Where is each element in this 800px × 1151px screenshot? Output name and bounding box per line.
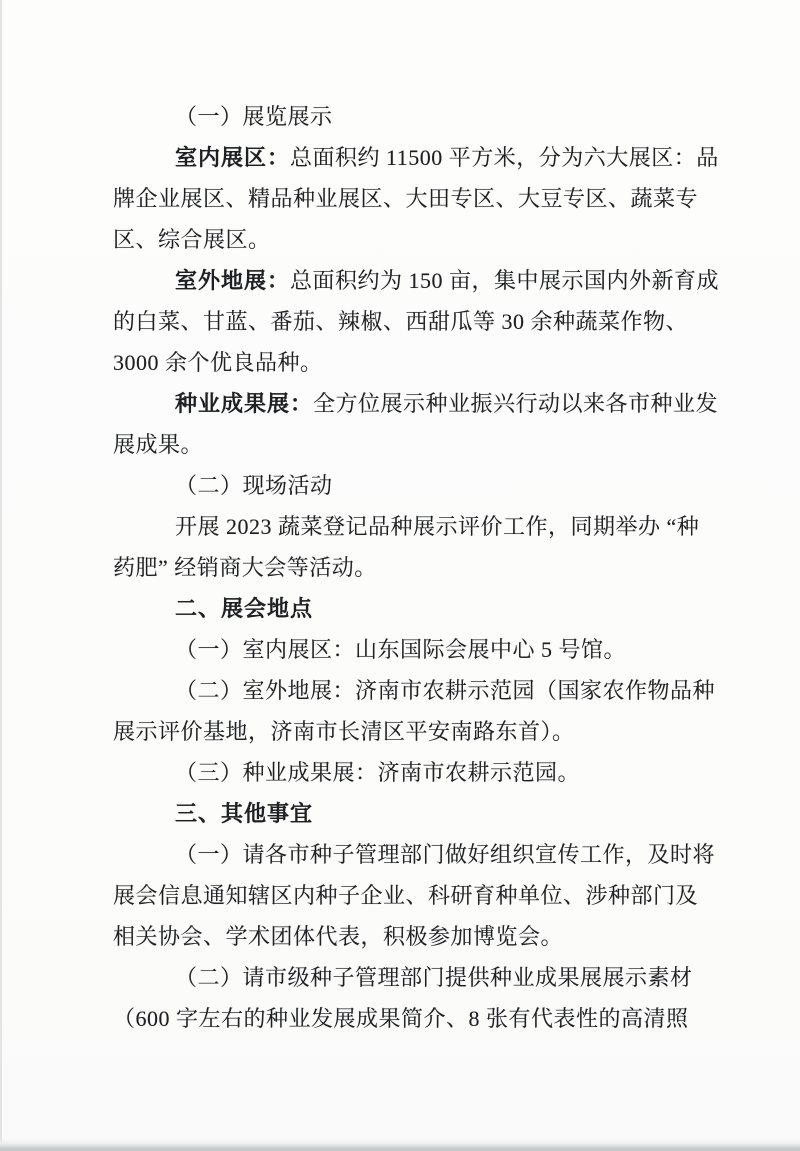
document-body xyxy=(113,96,720,1039)
text-segment: 全方位展示种业振兴行动以来各市种业发 xyxy=(313,391,719,416)
text-line xyxy=(113,383,719,424)
scan-bottom-edge xyxy=(0,1138,800,1151)
bold-label: 室内展区： xyxy=(175,145,291,170)
text-segment: （一）展览展示 xyxy=(175,104,333,129)
text-segment: 药肥” 经销商大会等活动。 xyxy=(113,555,377,580)
text-segment: （二）请市级种子管理部门提供种业成果展展示素材 xyxy=(175,965,693,990)
text-segment: （三）种业成果展：济南市农耕示范园。 xyxy=(175,760,581,785)
text-line xyxy=(113,342,713,383)
text-line xyxy=(113,629,713,670)
text-line xyxy=(113,793,713,834)
text-line xyxy=(113,998,713,1039)
text-segment: （二）现场活动 xyxy=(175,473,333,498)
text-line xyxy=(113,875,713,916)
text-segment: 展会信息通知辖区内种子企业、科研育种单位、涉种部门及 xyxy=(113,883,699,908)
text-line xyxy=(113,260,720,301)
text-line xyxy=(113,506,713,547)
text-line xyxy=(113,711,713,752)
text-segment: 展成果。 xyxy=(113,432,204,457)
text-segment: （一）室内展区：山东国际会展中心 5 号馆。 xyxy=(175,637,627,662)
text-line xyxy=(113,178,713,219)
text-line xyxy=(113,301,713,342)
text-segment: 总面积约为 150 亩，集中展示国内外新育成 xyxy=(290,268,720,293)
text-segment: 牌企业展区、精品种业展区、大田专区、大豆专区、蔬菜专 xyxy=(113,186,699,211)
text-line xyxy=(113,137,719,178)
text-line xyxy=(113,424,713,465)
text-line xyxy=(113,465,713,506)
text-line xyxy=(113,670,716,711)
text-line xyxy=(113,752,713,793)
bold-label: 室外地展： xyxy=(175,268,291,293)
bold-label: 三、其他事宜 xyxy=(175,801,314,826)
text-segment: （600 字左右的种业发展成果简介、8 张有代表性的高清照 xyxy=(113,1006,689,1031)
text-segment: 开展 2023 蔬菜登记品种展示评价工作，同期举办 “种 xyxy=(175,514,700,539)
text-segment: 的白菜、甘蓝、番茄、辣椒、西甜瓜等 30 余种蔬菜作物、 xyxy=(113,309,689,334)
scan-left-edge xyxy=(0,0,2,1151)
text-segment: （二）室外地展：济南市农耕示范园（国家农作物品种 xyxy=(175,678,716,703)
text-line xyxy=(113,916,713,957)
bold-label: 种业成果展： xyxy=(175,391,314,416)
text-segment: 展示评价基地，济南市长清区平安南路东首）。 xyxy=(113,719,575,744)
text-line xyxy=(113,957,713,998)
text-segment: 3000 余个优良品种。 xyxy=(113,350,323,375)
text-line xyxy=(113,834,716,875)
text-line xyxy=(113,219,713,260)
text-segment: 总面积约 11500 平方米，分为六大展区：品 xyxy=(290,145,719,170)
text-line xyxy=(113,588,713,629)
text-line xyxy=(113,96,713,137)
text-segment: 相关协会、学术团体代表，积极参加博览会。 xyxy=(113,924,564,949)
bold-label: 二、展会地点 xyxy=(175,596,314,621)
text-segment: 区、综合展区。 xyxy=(113,227,271,252)
text-segment: （一）请各市种子管理部门做好组织宣传工作，及时将 xyxy=(175,842,716,867)
text-line xyxy=(113,547,713,588)
